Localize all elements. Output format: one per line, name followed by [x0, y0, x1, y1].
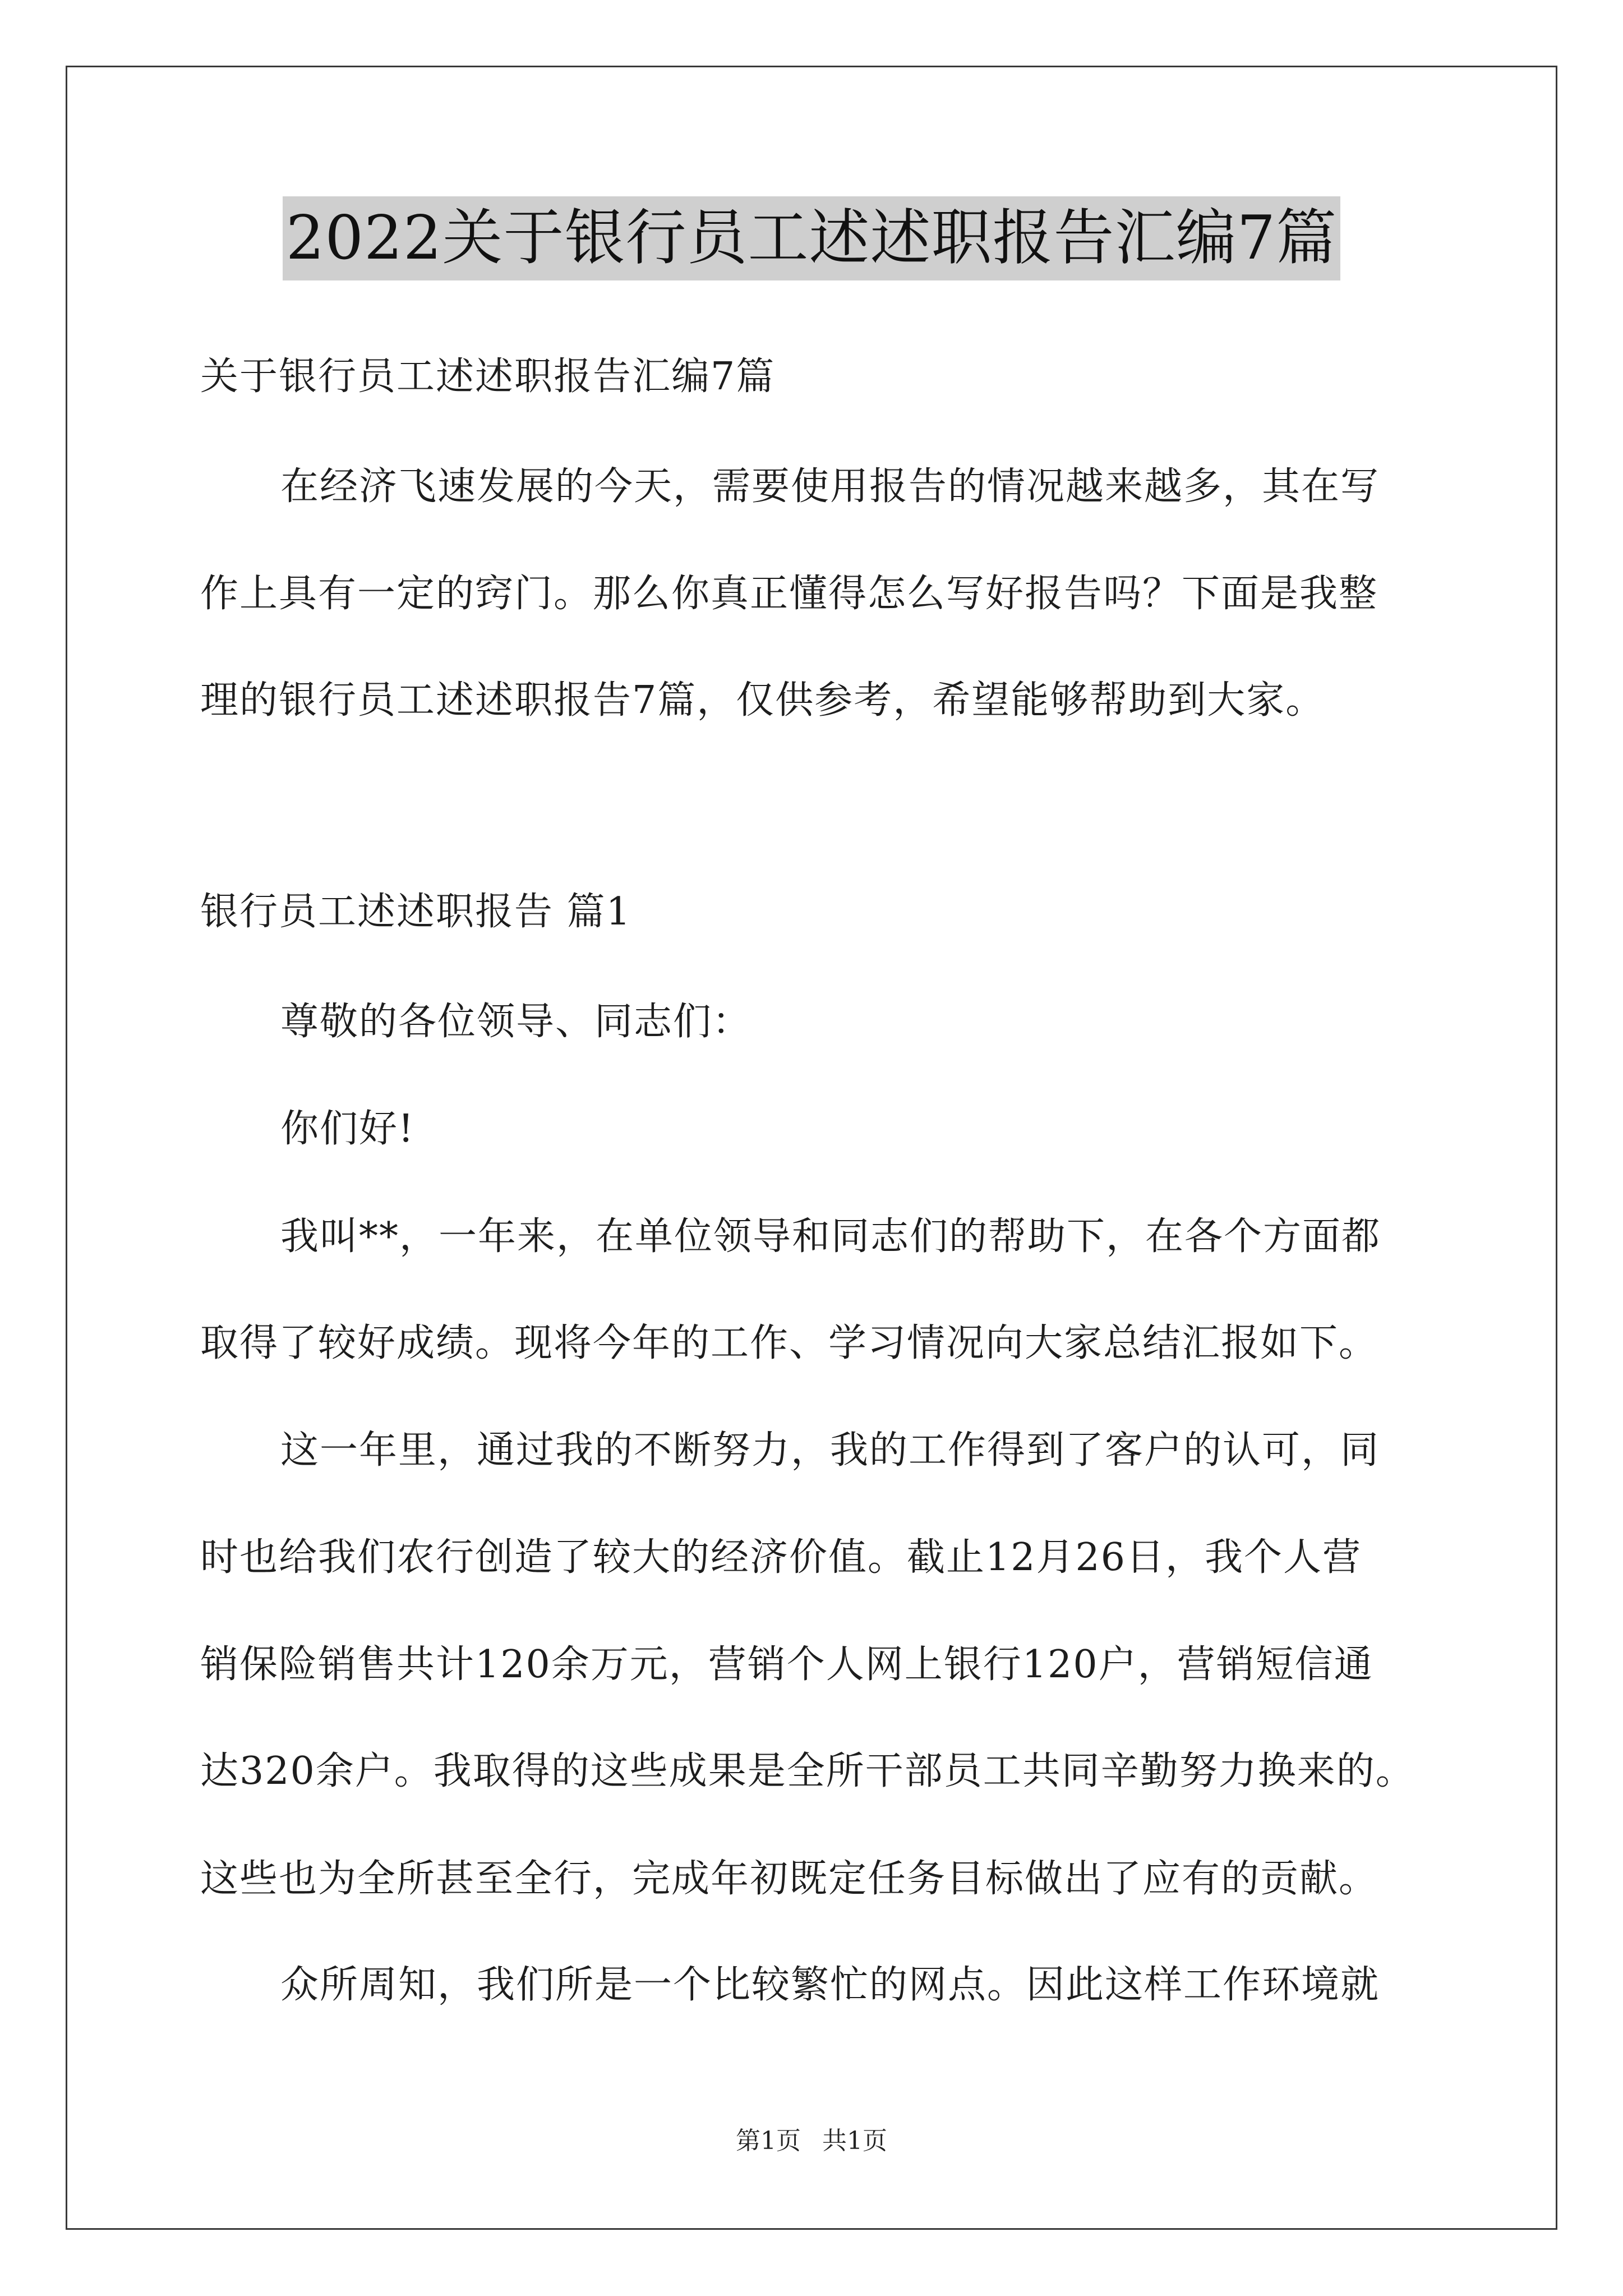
document-title: 2022关于银行员工述述职报告汇编7篇 [283, 196, 1341, 280]
body-line-2: 你们好! [280, 1107, 415, 1151]
body-line-8: 达320余户。我取得的这些成果是全所干部员工共同辛勤努力换来的。 [200, 1749, 1415, 1793]
intro-line-1: 在经济飞速发展的今天，需要使用报告的情况越来越多，其在写 [280, 464, 1380, 509]
body-line-6: 时也给我们农行创造了较大的经济价值。截止12月26日，我个人营 [200, 1535, 1362, 1580]
body-line-10: 众所周知，我们所是一个比较繁忙的网点。因此这样工作环境就 [280, 1963, 1380, 2007]
page-number: 第1页 [736, 2127, 801, 2155]
body-line-5: 这一年里，通过我的不断努力，我的工作得到了客户的认可，同 [280, 1428, 1380, 1473]
section-heading: 银行员工述述职报告 篇1 [200, 890, 631, 934]
page-total: 共1页 [822, 2127, 887, 2155]
body-line-7: 销保险销售共计120余万元，营销个人网上银行120户，营销短信通 [200, 1642, 1373, 1687]
body-line-9: 这些也为全所甚至全行，完成年初既定任务目标做出了应有的贡献。 [200, 1857, 1378, 1901]
intro-line-3: 理的银行员工述述职报告7篇，仅供参考，希望能够帮助到大家。 [200, 678, 1325, 723]
body-line-3: 我叫**，一年来，在单位领导和同志们的帮助下，在各个方面都 [280, 1214, 1381, 1259]
document-subtitle: 关于银行员工述述职报告汇编7篇 [200, 355, 776, 399]
page-footer [0, 2124, 1623, 2158]
body-line-1: 尊敬的各位领导、同志们： [280, 1000, 752, 1044]
intro-line-2: 作上具有一定的窍门。那么你真正懂得怎么写好报告吗？下面是我整 [200, 572, 1378, 616]
body-line-4: 取得了较好成绩。现将今年的工作、学习情况向大家总结汇报如下。 [200, 1321, 1378, 1365]
title-container [0, 196, 1623, 280]
